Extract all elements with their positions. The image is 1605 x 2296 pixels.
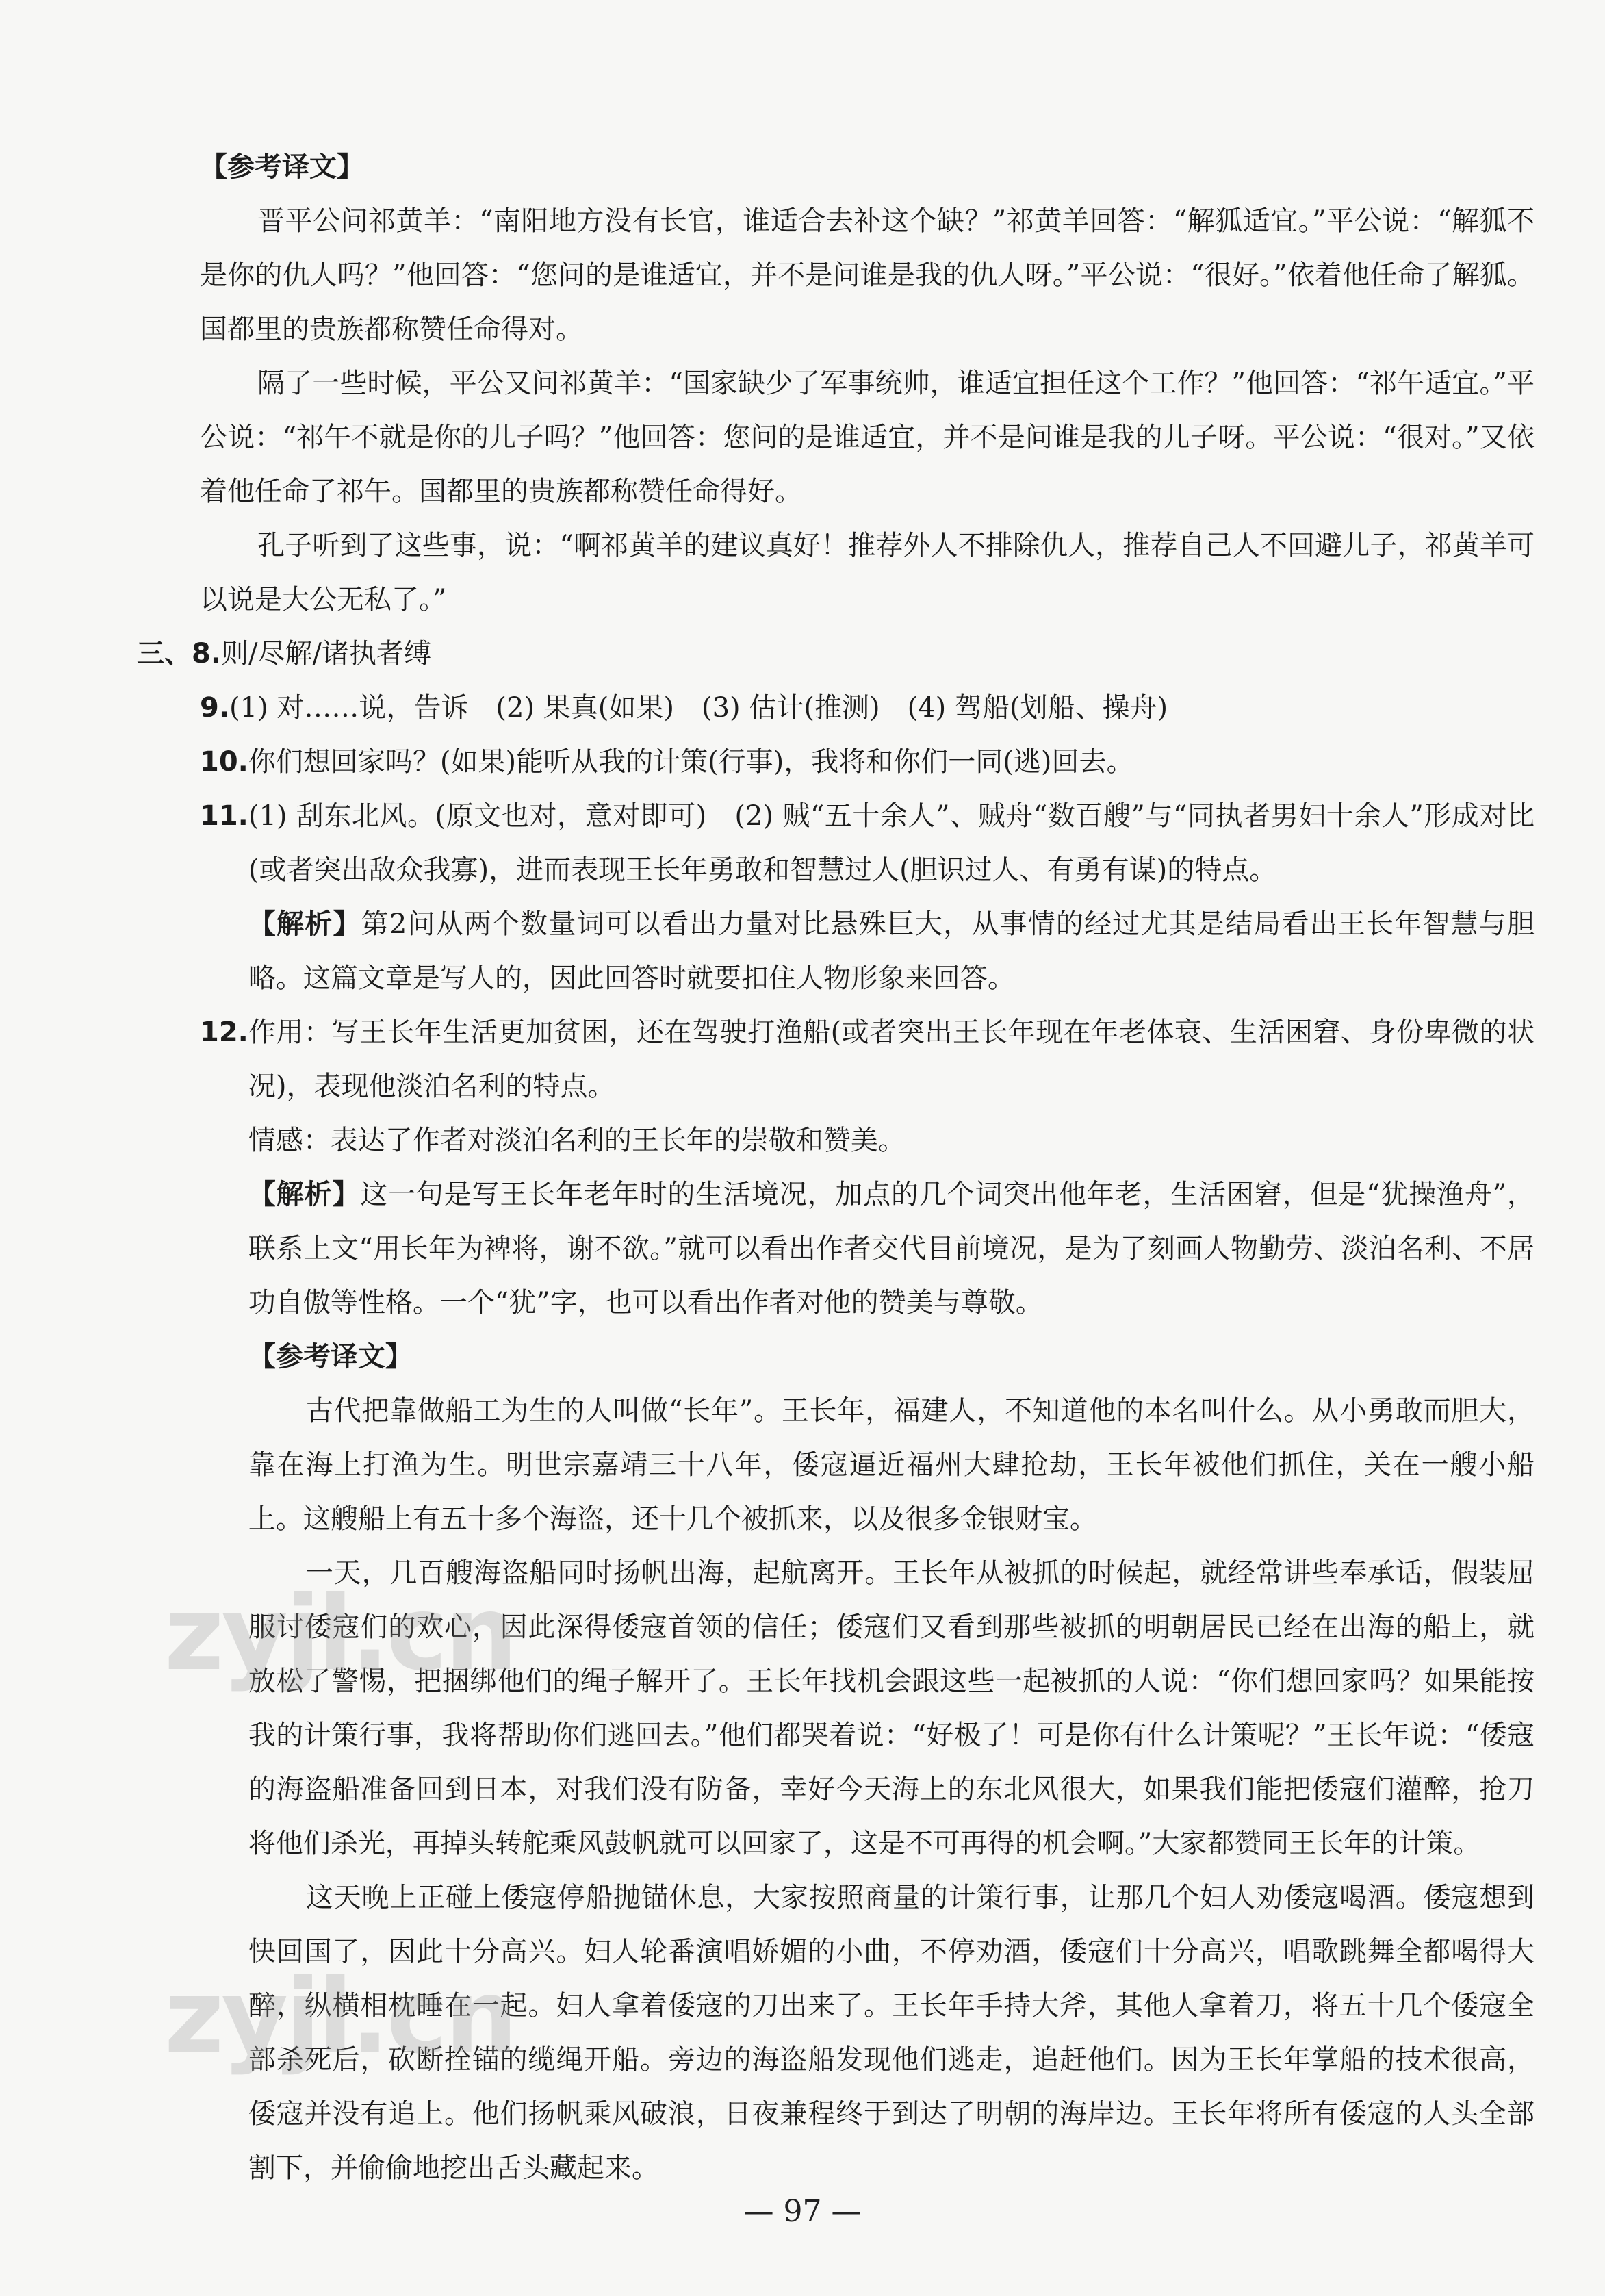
section1-paragraph-3: 孔子听到了这些事，说：“啊祁黄羊的建议真好！推荐外人不排除仇人，推荐自己人不回避儿子，祁黄羊可以说是大公无私了。” (200, 530, 1535, 615)
page-number: — 97 — (743, 2194, 862, 2229)
question-11-analysis-text: 第2问从两个数量词可以看出力量对比悬殊巨大，从事情的经过尤其是结局看出王长年智慧与胆略。这篇文章是写人的，因此回答时就要扣住人物形象来回答。 (248, 908, 1535, 994)
question-9-answer: (1) 对……说，告诉 (2) 果真(如果) (3) 估计(推测) (4) 驾船(划船、操舟) (229, 692, 1168, 724)
question-12-analysis (248, 1168, 1535, 1330)
question-9-number: 9. (200, 692, 230, 724)
watermark-top: zyjl.cn (164, 1574, 515, 1694)
watermark-bottom: zyjl.cn (164, 1958, 515, 2077)
analysis-label: 【解析】 (248, 908, 361, 940)
section2-paragraph-3: 这天晚上正碰上倭寇停船抛锚休息，大家按照商量的计策行事，让那几个妇人劝倭寇喝酒。倭寇想到快回国了，因此十分高兴。妇人轮番演唱娇媚的小曲，不停劝酒，倭寇们十分高兴，唱歌跳舞全都喝得大醉，纵横相枕睡在一起。妇人拿着倭寇的刀出来了。王长年手持大斧，其他人拿着刀，将五十几个倭寇全部杀死后，砍断拴锚的缆绳开船。旁边的海盗船发现他们逃走，追赶他们。因为王长年掌船的技术很高，倭寇并没有追上。他们扬帆乘风破浪，日夜兼程终于到达了明朝的海岸边。王长年将所有倭寇的人头全部割下，并偷偷地挖出舌头藏起来。 (248, 1882, 1535, 2184)
question-11 (200, 789, 1535, 1006)
answer-page-content (137, 140, 1535, 2195)
section2-paragraph-2: 一天，几百艘海盗船同时扬帆出海，起航离开。王长年从被抓的时候起，就经常讲些奉承话，假装屈服讨倭寇们的欢心，因此深得倭寇首领的信任；倭寇们又看到那些被抓的明朝居民已经在出海的船上，就放松了警惕，把捆绑他们的绳子解开了。王长年找机会跟这些一起被抓的人说：“你们想回家吗？如果能按我的计策行事，我将帮助你们逃回去。”他们都哭着说：“好极了！可是你有什么计策呢？”王长年说：“倭寇的海盗船准备回到日本，对我们没有防备，幸好今天海上的东北风很大，如果我们能把倭寇们灌醉，抢刀将他们杀光，再掉头转舵乘风鼓帆就可以回家了，这是不可再得的机会啊。”大家都赞同王长年的计策。 (248, 1557, 1535, 1859)
question-12-answer: 作用：写王长年生活更加贫困，还在驾驶打渔船(或者突出王长年现在年老体衰、生活困窘、身份卑微的状况)，表现他淡泊名利的特点。 (248, 1017, 1535, 1102)
question-11-number: 11. (200, 800, 248, 832)
question-12-analysis-text: 这一句是写王长年老年时的生活境况，加点的几个词突出他年老，生活困窘，但是“犹操渔舟”，联系上文“用长年为裨将，谢不欲。”就可以看出作者交代目前境况，是为了刻画人物勤劳、淡泊名利、不居功自傲等性格。一个“犹”字，也可以看出作者对他的赞美与尊敬。 (248, 1179, 1535, 1318)
question-12-emotion: 情感：表达了作者对淡泊名利的王长年的崇敬和赞美。 (248, 1125, 906, 1156)
question-8 (137, 627, 1535, 681)
question-10 (200, 735, 1535, 789)
section1-paragraph-1: 晋平公问祁黄羊：“南阳地方没有长官，谁适合去补这个缺？”祁黄羊回答：“解狐适宜。”平公说：“解狐不是你的仇人吗？”他回答：“您问的是谁适宜，并不是问谁是我的仇人呀。”平公说：“很好。”依着他任命了解狐。国都里的贵族都称赞任命得对。 (200, 205, 1535, 345)
section1-heading: 【参考译文】 (200, 151, 364, 183)
question-8-answer: 则/尽解/诸执者缚 (221, 638, 431, 669)
section2-heading: 【参考译文】 (248, 1341, 413, 1373)
section2-paragraph-1: 古代把靠做船工为生的人叫做“长年”。王长年，福建人，不知道他的本名叫什么。从小勇敢而胆大，靠在海上打渔为生。明世宗嘉靖三十八年，倭寇逼近福州大肆抢劫，王长年被他们抓住，关在一艘小船上。这艘船上有五十多个海盗，还十几个被抓来，以及很多金银财宝。 (248, 1395, 1535, 1535)
question-8-number: 三、8. (137, 638, 222, 669)
analysis-label: 【解析】 (248, 1179, 361, 1210)
question-10-number: 10. (200, 746, 248, 778)
section1-paragraph-2: 隔了一些时候，平公又问祁黄羊：“国家缺少了军事统帅，谁适宜担任这个工作？”他回答：“祁午适宜。”平公说：“祁午不就是你的儿子吗？”他回答：您问的是谁适宜，并不是问谁是我的儿子呀。平公说：“很对。”又依着他任命了祁午。国都里的贵族都称赞任命得好。 (200, 368, 1535, 507)
question-12-number: 12. (200, 1017, 248, 1048)
question-11-analysis (248, 897, 1535, 1006)
question-11-answer: (1) 刮东北风。(原文也对，意对即可) (2) 贼“五十余人”、贼舟“数百艘”与“同执者男妇十余人”形成对比(或者突出敌众我寡)，进而表现王长年勇敢和智慧过人(胆识过人、有勇有谋)的特点。 (248, 800, 1535, 886)
question-9 (200, 681, 1535, 735)
question-10-answer: 你们想回家吗？(如果)能听从我的计策(行事)，我将和你们一同(逃)回去。 (248, 746, 1134, 778)
